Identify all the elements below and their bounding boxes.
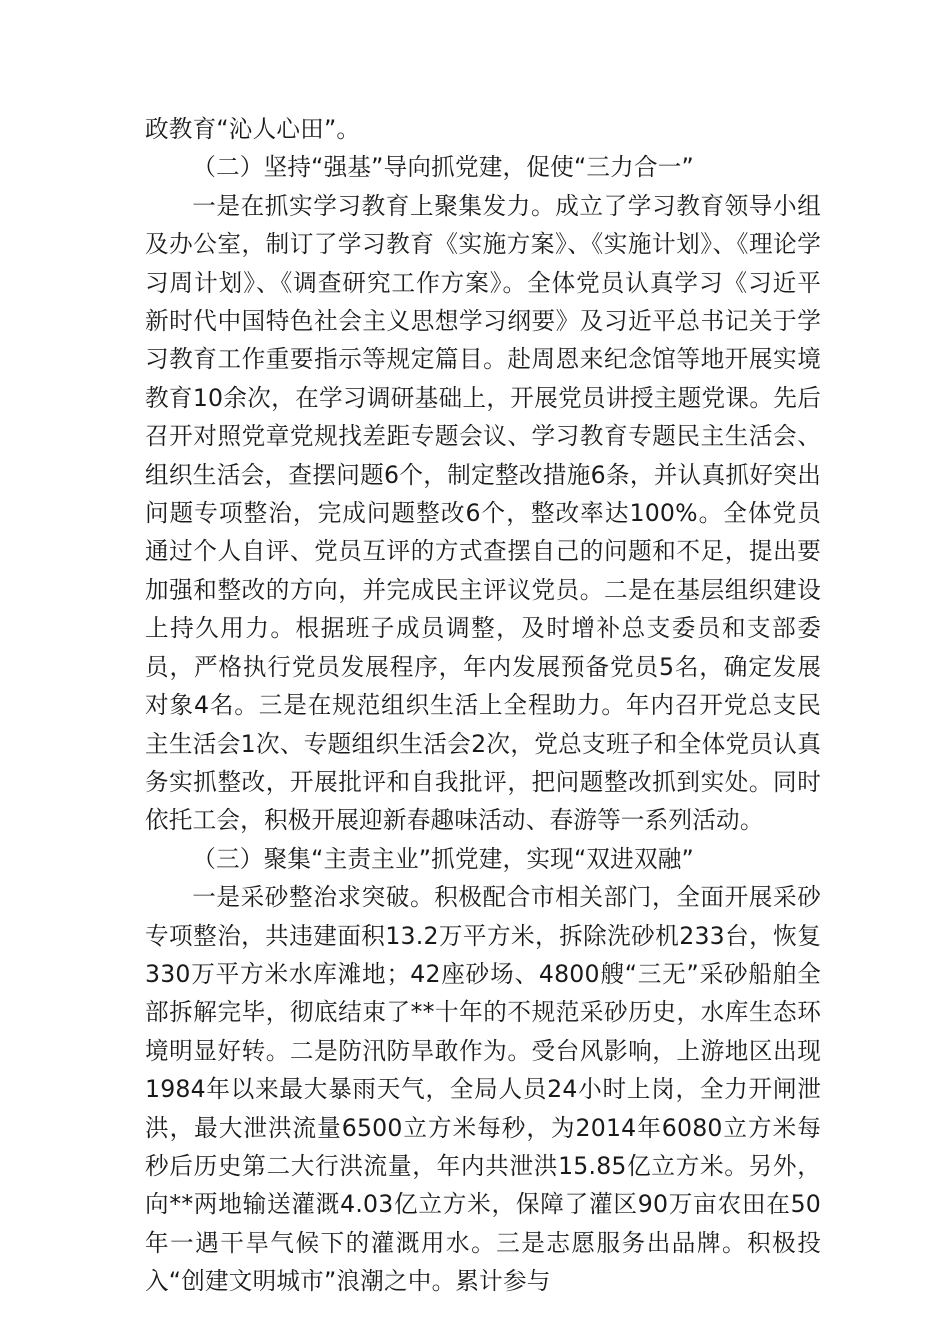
section-heading-3: （三）聚集“主责主业”抓党建，实现“双进双融” — [192, 844, 694, 873]
body-paragraph-2: 一是采砂整治求突破。积极配合市相关部门，全面开展采砂专项整治，共违建面积13.2万平方米，拆除洗砂机233台，恢复330万平方米水库滩地；42座砂场、4800艘“三无”采砂船舶全部拆解完毕，彻底结束了**十年的不规范采砂历史，水库生态环境明显好转。二是防汛防旱敢作为。受台风影响，上游地区出现1984年以来最大暴雨天气，全局人员24小时上岗，全力开闸泄洪，最大泄洪流量6500立方米每秒，为2014年6080立方米每秒后历史第二大行洪流量，年内共泄洪15.85亿立方米。另外，向**两地输送灌溉4.03亿立方米，保障了灌区90万亩农田在50年一遇干旱气候下的灌溉用水。三是志愿服务出品牌。积极投入“创建文明城市”浪潮之中。累计参与 — [145, 883, 821, 1296]
document-page — [145, 110, 821, 1301]
body-paragraph-1: 一是在抓实学习教育上聚集发力。成立了学习教育领导小组及办公室，制订了学习教育《实施方案》、《实施计划》、《理论学习周计划》、《调查研究工作方案》。全体党员认真学习《习近平新时代中国特色社会主义思想学习纲要》及习近平总书记关于学习教育工作重要指示等规定篇目。赴周恩来纪念馆等地开展实境教育10余次，在学习调研基础上，开展党员讲授主题党课。先后召开对照党章党规找差距专题会议、学习教育专题民主生活会、组织生活会，查摆问题6个，制定整改措施6条，并认真抓好突出问题专项整治，完成问题整改6个，整改率达100%。全体党员通过个人自评、党员互评的方式查摆自己的问题和不足，提出要加强和整改的方向，并完成民主评议党员。二是在基层组织建设上持久用力。根据班子成员调整，及时增补总支委员和支部委员，严格执行党员发展程序，年内发展预备党员5名，确定发展对象4名。三是在规范组织生活上全程助力。年内召开党总支民主生活会1次、专题组织生活会2次，党总支班子和全体党员认真务实抓整改，开展批评和自我批评，把问题整改抓到实处。同时依托工会，积极开展迎新春趣味活动、春游等一系列活动。 — [145, 191, 821, 835]
paragraph-continuation: 政教育“沁人心田”。 — [145, 115, 361, 143]
section-heading-2: （二）坚持“强基”导向抓党建，促使“三力合一” — [192, 153, 694, 182]
